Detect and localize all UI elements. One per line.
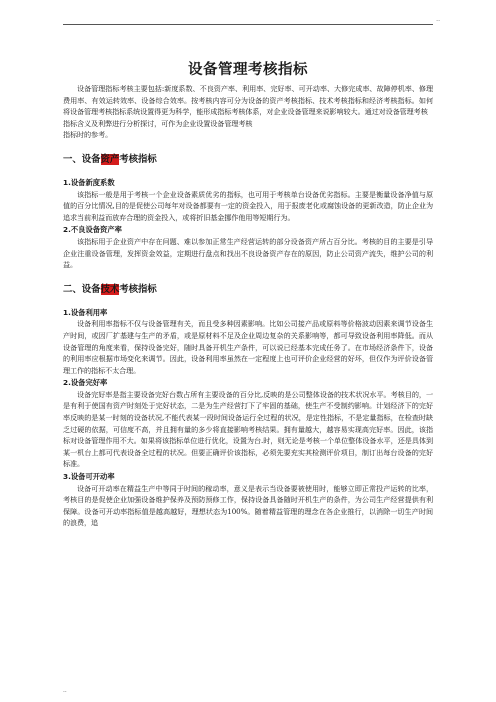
header-rule xyxy=(63,24,433,25)
section-heading-prefix: 一、设备 xyxy=(63,153,101,165)
document-body xyxy=(63,58,433,529)
paragraph-utilization: 设备利用率指标不仅与设备管理有关，而且受多种因素影响。比如公司接产品或原料等价格波动因素来调节设备生产时间，或因厂扩基建与生产的矛盾，或是原材料不足及企业周边复杂的关系影响等，都可导致设备利用率降低。而从设备管理的角度来看，保持设备完好，随时具备开机生产条件，可以说已经基本完成任务了。在市场经济条件下，设备的利用率应根据市场变化来调节。因此，设备利用率虽然在一定程度上也可评价企业经营的好坏，但仅作为评价设备管理工作的指标不太合理。 xyxy=(63,319,433,375)
paragraph-availability: 设备可开动率在精益生产中等同于时间的稼动率，意义是表示当设备要被使用时，能够立即正常投产运转的比率，考核目的是促使企业加强设备维护保养及预防预修工作，保持设备具备随时开机生产的条件，为公司生产经营提供有利保障。设备可开动率指标值是越高越好，理想状态为100%。随着精益管理的理念在各企业推行，以消除一切生产时间的浪费，追 xyxy=(63,483,433,528)
paragraph-intact-rate: 设备完好率是指主要设备完好台数占所有主要设备的百分比,反映的是公司整体设备的技术状况水平。考核目的，一是有利于使国有资产时刻处于完好状态，二是为生产经营打下了牢固的基础，使生产不受制约影响。计划经济下的完好率反映的是某一时刻的设备状况,不能代表某一段时间设备运行全过程的状况，是定性指标，不是定量指标，在检查时缺乏过硬的依据，可信度不高，并且拥有量的多少将直接影响考核结果。拥有量越大，越容易实现高完好率。因此，该指标对设备管理作用不大。如果将该指标单位进行优化，设置为台.时，则无论是考核一个单位整体设备水平，还是具体到某一机台上都可代表设备全过程的状况。但要正确评价该指标，必须先要充实其检测评价项目，制订出每台设备的完好标准。 xyxy=(63,389,433,469)
section-heading-suffix: 考核指标 xyxy=(119,283,157,295)
section-heading-highlight: 技术 xyxy=(100,283,120,295)
subheading-intact-rate: 2.设备完好率 xyxy=(63,378,108,388)
intro-line-3: 指标时的参考。 xyxy=(63,130,113,140)
intro-paragraph: 设备管理指标考核主要包括:新度系数、不良资产率、利用率、完好率、可开动率、大修完成率、故障停机率、修理费用率、有效运转效率、设备综合效率。按考核内容可分为设备的资产考核指标、技术考核指标和经济考核指标。如何将设备管理考核指标系统设置得更为科学，能形成指标考核体系，对企业设备管理来说影响较大。通过对设备管理考核 xyxy=(63,84,433,117)
subheading-availability: 3.设备可开动率 xyxy=(63,472,115,482)
section-heading-prefix: 二、设备 xyxy=(63,283,101,295)
page-title: 设备管理考核指标 xyxy=(188,62,308,78)
subheading-bad-asset: 2.不良设备资产率 xyxy=(63,225,122,235)
header-mark: .. xyxy=(436,16,440,23)
section-heading-highlight: 资产 xyxy=(100,153,120,165)
paragraph-newness: 该指标一般是用于考核一个企业设备素质优劣的指标，也可用于考核单台设备优劣指标。主要是衡量设备净值与原值的百分比情况,目的是促使公司每年对设备都要有一定的资金投入，用于报废老化或腐蚀设备的更新改造，防止企业为追求当前利益而放弃合理的资金投入，或将折旧基金挪作他用等短期行为。 xyxy=(63,189,433,222)
paragraph-bad-asset: 该指标用于企业资产中存在问题、难以参加正常生产经营运转的部分设备资产所占百分比。考核的目的主要是引导企业注重设备管理，发挥资金效益，定期进行盘点和找出不良设备资产存在的原因，防止公司资产流失，维护公司的利益。 xyxy=(63,236,433,270)
subheading-newness: 1.设备新度系数 xyxy=(63,177,115,187)
section-heading-technical xyxy=(63,281,433,295)
footer-mark: .. xyxy=(63,687,67,694)
intro-line-2: 指标含义及利弊进行分析探讨，可作为企业设置设备管理考核 xyxy=(63,118,253,128)
subheading-utilization: 1.设备利用率 xyxy=(63,307,108,317)
section-heading-suffix: 考核指标 xyxy=(119,153,157,165)
section-heading-asset xyxy=(63,151,433,165)
